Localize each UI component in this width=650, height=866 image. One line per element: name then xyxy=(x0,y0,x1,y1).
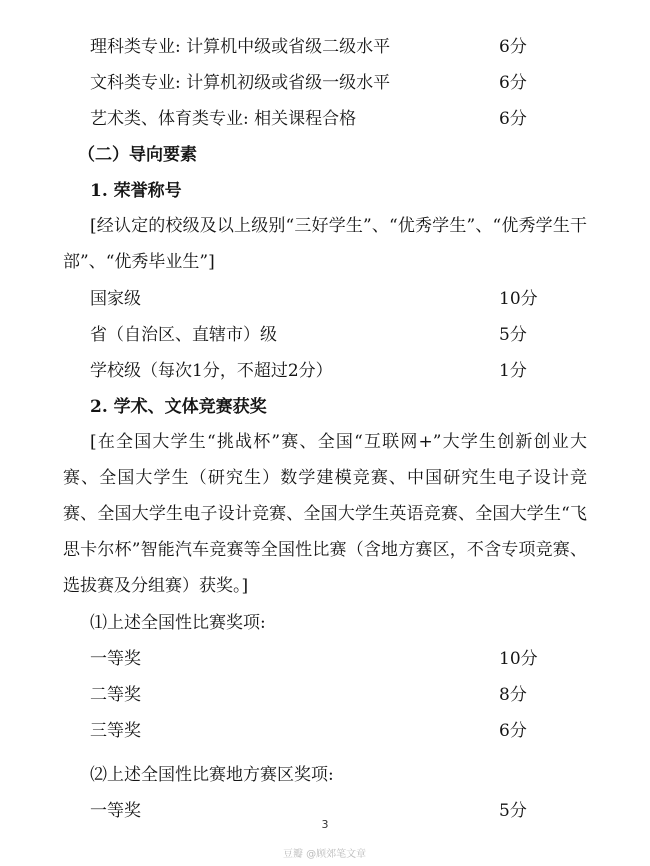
national-awards-title-text: ⑴上述全国性比赛奖项: xyxy=(90,613,266,633)
competition-note-text: [在全国大学生“挑战杯”赛、全国“互联网+”大学生创新创业大赛、全国大学生（研究生）数学建模竞赛、中国研究生电子设计竞赛、全国大学生电子设计竞赛、全国大学生英语竞赛、全国大学生“飞思卡尔杯”智能汽车竞赛等全国性比赛（含地方赛区，不含专项竞赛、选拔赛及分组赛）获奖。] xyxy=(63,432,587,596)
regional-awards-title xyxy=(0,760,650,790)
row-label: 艺术类、体育类专业: 相关课程合格 xyxy=(90,109,357,129)
row-score: 10分 xyxy=(499,649,538,669)
row-label: 理科类专业: 计算机中级或省级二级水平 xyxy=(90,37,391,57)
score-row xyxy=(0,644,650,674)
score-row xyxy=(0,284,650,314)
score-row xyxy=(0,68,650,98)
honor-note-text: [经认定的校级及以上级别“三好学生”、“优秀学生”、“优秀学生干部”、“优秀毕业生”] xyxy=(63,216,587,272)
row-label: 三等奖 xyxy=(90,721,141,741)
section-heading-text: （二）导向要素 xyxy=(78,145,197,165)
row-label: 国家级 xyxy=(90,289,141,309)
row-score: 5分 xyxy=(499,801,527,821)
row-score: 6分 xyxy=(499,109,527,129)
row-label: 文科类专业: 计算机初级或省级一级水平 xyxy=(90,73,391,93)
row-score: 6分 xyxy=(499,37,527,57)
section-heading xyxy=(0,140,650,170)
row-score: 6分 xyxy=(499,73,527,93)
row-score: 10分 xyxy=(499,289,538,309)
row-label: 一等奖 xyxy=(90,801,141,821)
watermark: 豆瓣 @顾郊笔文章 xyxy=(283,849,367,860)
score-row xyxy=(0,32,650,62)
score-row xyxy=(0,356,650,386)
score-row xyxy=(0,320,650,350)
subsection-heading-text: 1. 荣誉称号 xyxy=(90,181,182,201)
score-row xyxy=(0,104,650,134)
score-row xyxy=(0,680,650,710)
competition-note xyxy=(63,424,587,604)
national-awards-title xyxy=(0,608,650,638)
page-number: 3 xyxy=(321,818,329,831)
subsection-heading-text: 2. 学术、文体竞赛获奖 xyxy=(90,397,267,417)
row-label: 学校级（每次1分，不超过2分） xyxy=(90,361,333,381)
subsection-heading-competition xyxy=(0,392,650,422)
row-score: 1分 xyxy=(499,361,527,381)
row-label: 省（自治区、直辖市）级 xyxy=(90,325,277,345)
row-label: 二等奖 xyxy=(90,685,141,705)
row-score: 8分 xyxy=(499,685,527,705)
score-row xyxy=(0,716,650,746)
row-score: 5分 xyxy=(499,325,527,345)
row-score: 6分 xyxy=(499,721,527,741)
row-label: 一等奖 xyxy=(90,649,141,669)
subsection-heading-honor xyxy=(0,176,650,206)
honor-note xyxy=(63,208,587,280)
regional-awards-title-text: ⑵上述全国性比赛地方赛区奖项: xyxy=(90,765,334,785)
